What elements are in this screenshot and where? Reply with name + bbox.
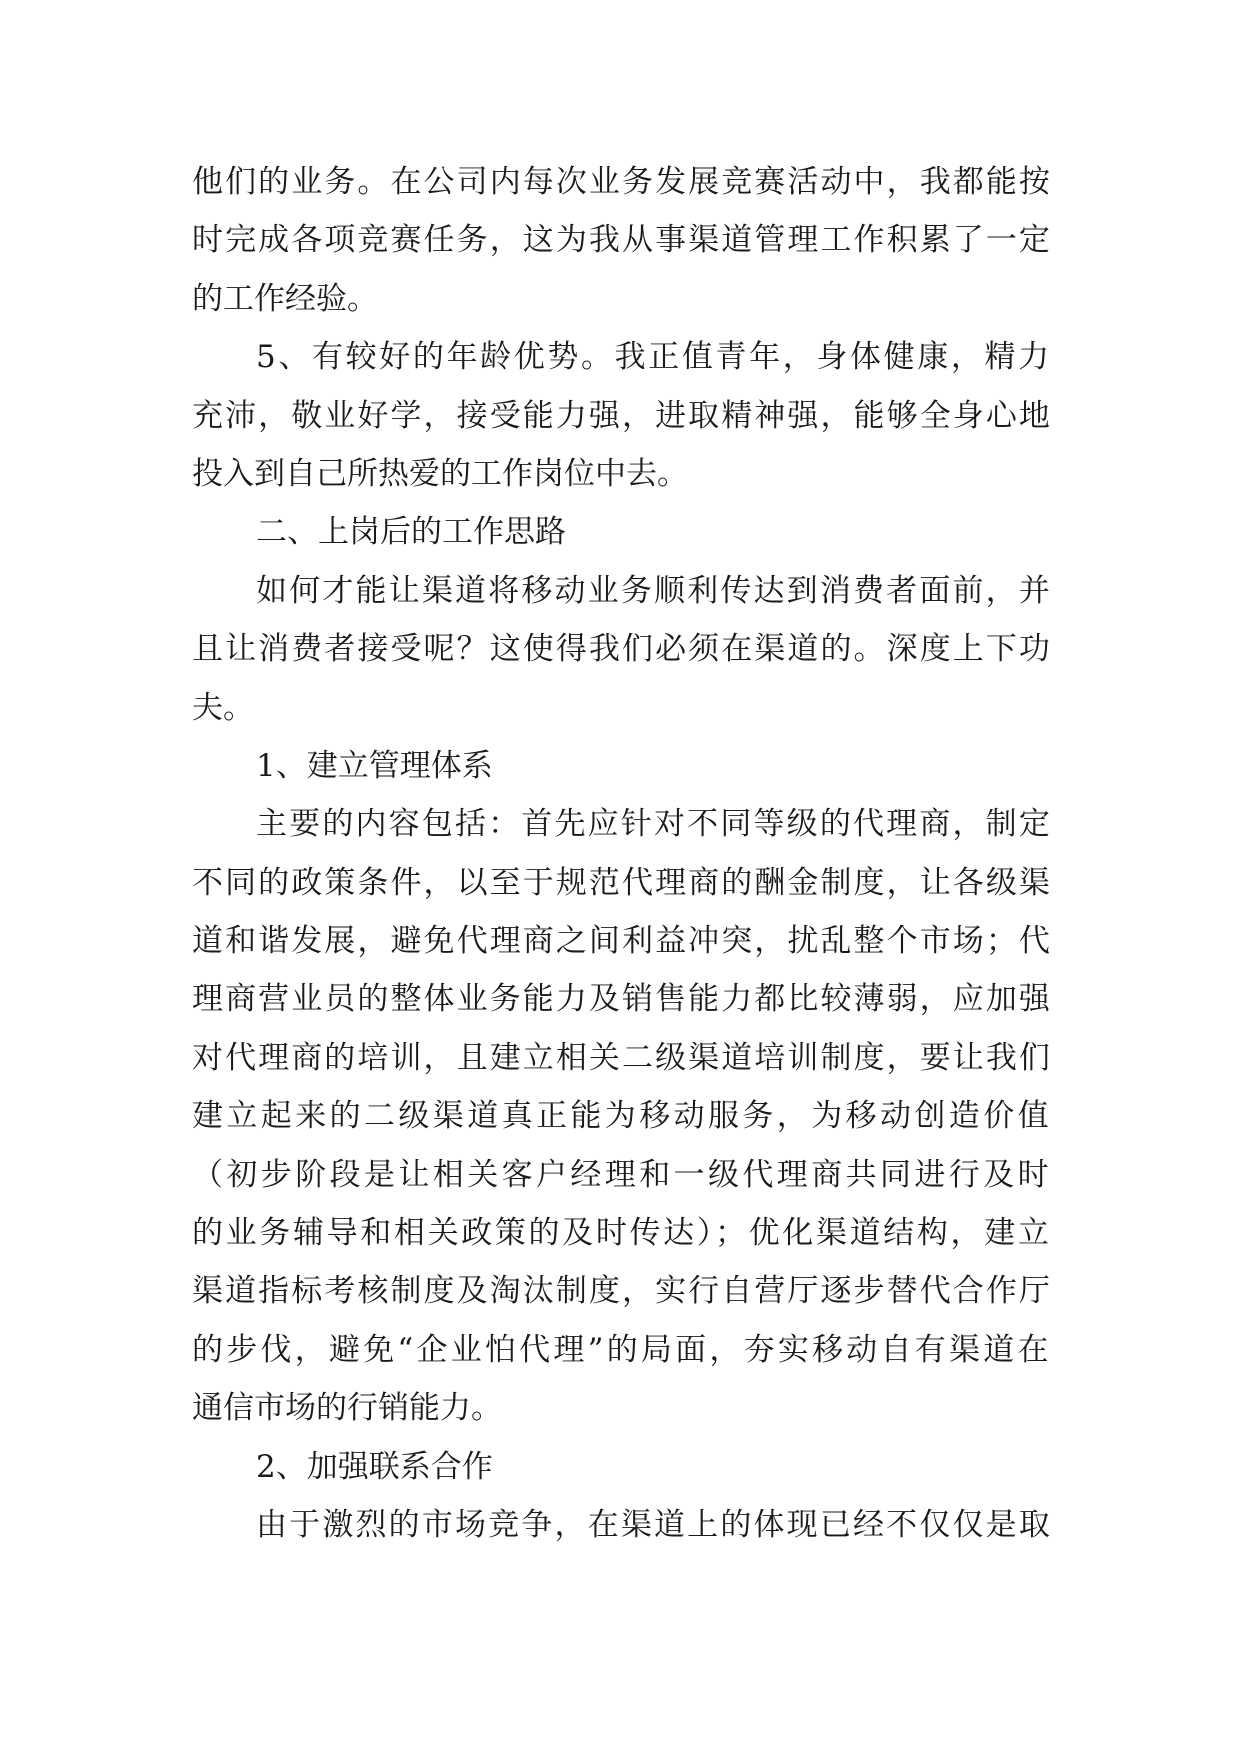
text-line: 主要的内容包括：首先应针对不同等级的代理商，制定 bbox=[256, 806, 1052, 843]
document-body bbox=[192, 153, 1052, 1554]
text-line: 充沛，敬业好学，接受能力强，进取精神强，能够全身心地 bbox=[192, 397, 1052, 434]
text-line: 理商营业员的整体业务能力及销售能力都比较薄弱，应加强 bbox=[192, 981, 1052, 1018]
text-line: 时完成各项竞赛任务，这为我从事渠道管理工作积累了一定 bbox=[192, 222, 1052, 259]
text-line: 他们的业务。在公司内每次业务发展竞赛活动中，我都能按 bbox=[192, 164, 1052, 200]
subsection-heading: 1、建立管理体系 bbox=[256, 747, 493, 784]
text-line: 的步伐，避免“企业怕代理”的局面，夯实移动自有渠道在 bbox=[192, 1331, 1052, 1368]
text-line: 投入到自己所热爱的工作岗位中去。 bbox=[192, 455, 688, 492]
text-line: 不同的政策条件，以至于规范代理商的酬金制度，让各级渠 bbox=[192, 864, 1052, 901]
text-line: 对代理商的培训，且建立相关二级渠道培训制度，要让我们 bbox=[192, 1039, 1052, 1076]
text-line: （初步阶段是让相关客户经理和一级代理商共同进行及时 bbox=[192, 1156, 1052, 1193]
text-line: 5、有较好的年龄优势。我正值青年，身体健康，精力 bbox=[256, 339, 1052, 376]
text-line: 通信市场的行销能力。 bbox=[192, 1390, 502, 1427]
text-line: 的业务辅导和相关政策的及时传达）；优化渠道结构，建立 bbox=[192, 1215, 1052, 1252]
text-line: 由于激烈的市场竞争，在渠道上的体现已经不仅仅是取 bbox=[256, 1506, 1052, 1543]
text-line: 渠道指标考核制度及淘汰制度，实行自营厅逐步替代合作厅 bbox=[192, 1273, 1052, 1310]
text-line: 道和谐发展，避免代理商之间利益冲突，扰乱整个市场；代 bbox=[192, 923, 1052, 960]
text-line: 的工作经验。 bbox=[192, 280, 378, 317]
subsection-heading: 2、加强联系合作 bbox=[256, 1448, 493, 1485]
text-line: 夫。 bbox=[192, 689, 254, 726]
text-line: 且让消费者接受呢？这使得我们必须在渠道的。深度上下功 bbox=[192, 631, 1052, 668]
text-line: 如何才能让渠道将移动业务顺利传达到消费者面前，并 bbox=[256, 572, 1052, 609]
text-line: 建立起来的二级渠道真正能为移动服务，为移动创造价值 bbox=[192, 1098, 1052, 1135]
section-heading: 二、上岗后的工作思路 bbox=[256, 514, 566, 551]
